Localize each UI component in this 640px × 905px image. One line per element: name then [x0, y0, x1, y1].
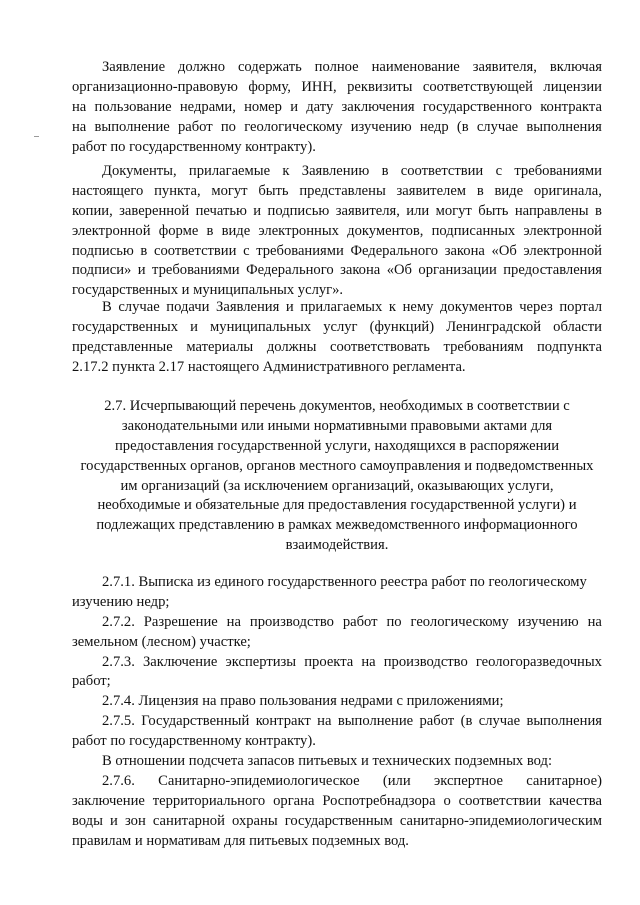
word: в: [381, 163, 389, 179]
word: выполнение: [94, 118, 170, 135]
word: пункта,: [154, 182, 201, 199]
word: требованиями: [256, 242, 344, 259]
list-item-2-7-5: [72, 712, 602, 732]
text-line: правилам и нормативам для питьевых подземных вод.: [72, 832, 409, 849]
word: нему: [402, 299, 434, 315]
word: организации: [418, 262, 497, 279]
word: 2.7.2.: [102, 613, 135, 630]
word: и: [190, 318, 198, 335]
word: охраны: [232, 812, 278, 829]
word: 2.7.6.: [102, 772, 135, 789]
word: производство: [383, 653, 468, 670]
word: качества: [548, 792, 602, 809]
word: экспертизы: [225, 653, 297, 670]
word: государственных: [72, 318, 179, 335]
waters-intro-line: В отношении подсчета запасов питьевых и технических подземных вод:: [102, 753, 552, 770]
section-heading-2-7: [72, 397, 602, 556]
word: санитарной: [152, 812, 225, 829]
word: «Об: [491, 242, 517, 259]
word: воды: [72, 812, 103, 829]
word: 2.7.3.: [102, 653, 135, 670]
text-line: земельном (лесном) участке;: [72, 633, 251, 650]
word: прилагаемые: [188, 163, 271, 179]
word: прилагаемых: [300, 299, 383, 315]
word: выполнения: [526, 118, 602, 135]
document-list: [72, 573, 602, 851]
word: могут: [435, 202, 472, 219]
word: Заявление: [102, 59, 166, 75]
text-line: [72, 298, 602, 318]
word: контракта: [540, 98, 602, 115]
word: и: [253, 202, 262, 219]
word: недрами,: [179, 98, 236, 115]
word: экспертное: [433, 772, 503, 789]
heading-line: предоставления государственной услуги, находящихся в распоряжении: [114, 437, 560, 454]
word: лицензии: [543, 78, 602, 95]
word: наименование: [371, 59, 460, 75]
word: изучению: [517, 613, 579, 630]
word: настоящего: [72, 182, 144, 199]
word: заявителя,: [335, 202, 400, 219]
word: (или: [382, 772, 411, 789]
word: Заключение: [142, 653, 218, 670]
text-line: [72, 78, 602, 98]
word: в: [140, 242, 148, 259]
word: включая: [549, 59, 602, 75]
word: или: [406, 202, 430, 219]
word: подписанных: [431, 222, 516, 239]
word: портал: [559, 299, 602, 315]
word: государственного: [422, 98, 532, 115]
word: Ленинградской: [446, 318, 542, 335]
heading-line: взаимодействия.: [285, 537, 389, 554]
word: электронной: [523, 222, 602, 239]
list-item-2-7-4: 2.7.4. Лицензия на право пользования недрами с приложениями;: [102, 693, 504, 710]
heading-line: им организаций (за исключением организаций, оказывающих услуги,: [120, 477, 554, 494]
word: соответствующей: [422, 78, 533, 95]
word: электронной: [72, 222, 151, 239]
word: услуг: [323, 318, 358, 335]
word: форме: [158, 222, 199, 239]
word: случае: [476, 118, 519, 135]
word: копии,: [72, 202, 113, 219]
word: соответствии: [400, 163, 484, 179]
word: на: [226, 613, 241, 630]
word: государственным: [284, 812, 393, 829]
word: печатью: [195, 202, 247, 219]
word: изучению: [350, 118, 412, 135]
text-line: [72, 261, 602, 281]
paragraph-applicant-details: [72, 58, 602, 157]
word: (в: [460, 713, 473, 730]
word: геологоразведочных: [475, 653, 602, 670]
word: проекта: [304, 653, 354, 670]
text-line: [72, 222, 602, 242]
word: требованиями: [152, 262, 240, 279]
word: оригинала,: [533, 182, 602, 199]
word: случае: [478, 713, 521, 730]
word: с: [495, 163, 503, 179]
word: через: [519, 299, 553, 315]
paragraph-attached-documents: [72, 162, 602, 301]
text-line: [72, 338, 602, 358]
word: Разрешение: [143, 613, 218, 630]
word: зон: [124, 812, 146, 829]
word: Заявления: [216, 299, 280, 315]
word: должны: [266, 338, 317, 355]
word: заявителем: [396, 182, 467, 199]
word: по: [386, 613, 402, 630]
word: на: [72, 98, 87, 115]
word: Санитарно-эпидемиологическое: [158, 772, 360, 789]
text-line: 2.17.2 пункта 2.17 настоящего Административного регламента.: [72, 358, 466, 375]
word: соответствии: [458, 792, 542, 809]
word: заключения: [341, 98, 415, 115]
word: предоставления: [503, 262, 602, 279]
word: на: [587, 613, 602, 630]
text-line: [72, 118, 602, 138]
word: требованиям: [443, 338, 524, 355]
word: работ: [177, 118, 213, 135]
word: о: [443, 792, 451, 809]
word: (в: [456, 118, 469, 135]
word: по: [220, 118, 236, 135]
word: организационно-правовую: [72, 78, 238, 95]
word: на: [361, 653, 376, 670]
word: на: [72, 118, 87, 135]
word: подписи»: [72, 262, 132, 279]
text-line: [72, 58, 602, 78]
word: подписью: [267, 202, 330, 219]
text-line: работ по государственному контракту).: [72, 733, 316, 750]
word: выполнение: [337, 713, 414, 730]
text-line: государственных и муниципальных услуг».: [72, 282, 344, 299]
word: геологическому: [410, 613, 509, 630]
word: санитарное): [526, 772, 602, 789]
word: работ: [342, 613, 378, 630]
text-line: [72, 812, 602, 832]
word: В: [102, 299, 112, 315]
list-item-2-7-2: [72, 613, 602, 633]
word: области: [553, 318, 602, 335]
list-item-2-7-1: 2.7.1. Выписка из единого государственного реестра работ по геологическому: [102, 574, 587, 590]
word: заключение: [72, 792, 145, 809]
word: должно: [178, 59, 226, 75]
word: соответствии: [153, 242, 237, 259]
word: закона: [340, 262, 381, 279]
word: направлены: [514, 202, 589, 219]
word: недр: [419, 118, 449, 135]
list-item-2-7-6: [72, 772, 602, 792]
word: в: [206, 222, 214, 239]
word: заявителя,: [472, 59, 537, 75]
word: подписью: [72, 242, 134, 259]
word: органа: [273, 792, 315, 809]
word: 2.7.5.: [102, 713, 135, 730]
text-line: [72, 98, 602, 118]
word: «Об: [386, 262, 412, 279]
word: документов,: [347, 222, 424, 239]
word: могут: [211, 182, 248, 199]
text-line: [72, 202, 602, 222]
text-line: [72, 242, 602, 262]
word: геологическому: [244, 118, 343, 135]
word: соответствовать: [330, 338, 430, 355]
text-line: [72, 792, 602, 812]
word: и: [110, 812, 118, 829]
word: полное: [314, 59, 359, 75]
word: и: [290, 98, 298, 115]
word: Документы,: [102, 163, 177, 179]
word: и: [137, 262, 146, 279]
list-item-2-7-3: [72, 653, 602, 673]
word: санитарно-эпидемиологическим: [399, 812, 602, 829]
text-line: работ по государственному контракту).: [72, 138, 316, 155]
word: (функций): [369, 318, 435, 335]
word: подачи: [166, 299, 210, 315]
paragraph-portal-submission: [72, 298, 602, 378]
word: форму,: [248, 78, 291, 95]
word: Федерального: [350, 242, 439, 259]
text-line: [72, 162, 602, 182]
word: Государственный: [141, 713, 250, 730]
word: контракт: [255, 713, 311, 730]
word: виде: [494, 182, 524, 199]
text-line: изучению недр;: [72, 593, 170, 610]
text-line: [72, 182, 602, 202]
word: ИНН,: [301, 78, 337, 95]
word: электронных: [258, 222, 339, 239]
word: быть: [478, 202, 509, 219]
word: электронной: [523, 242, 602, 259]
word: заверенной: [119, 202, 190, 219]
heading-line: необходимые и обязательные для предоставления государственной услуги) и: [97, 497, 577, 514]
heading-line: законодательными или иными нормативными правовыми актами для: [121, 417, 553, 434]
word: закона: [444, 242, 485, 259]
word: виде: [221, 222, 251, 239]
word: документов: [440, 299, 513, 315]
word: дату: [306, 98, 334, 115]
word: номер: [244, 98, 282, 115]
word: к: [282, 163, 290, 179]
word: быть: [258, 182, 289, 199]
heading-line: 2.7. Исчерпывающий перечень документов, необходимых в соответствии с: [104, 398, 570, 414]
word: на: [317, 713, 332, 730]
word: и: [285, 299, 294, 315]
word: представленные: [72, 338, 173, 355]
word: Роспотребнадзора: [322, 792, 436, 809]
word: территориального: [152, 792, 266, 809]
heading-line: подлежащих представлению в рамках межведомственного информационного: [96, 517, 578, 534]
margin-mark: [34, 136, 39, 137]
word: реквизиты: [347, 78, 413, 95]
word: материалы: [186, 338, 254, 355]
word: работ: [419, 713, 455, 730]
word: случае: [118, 299, 160, 315]
word: требованиями: [514, 163, 602, 179]
word: в: [595, 202, 602, 219]
word: Заявлению: [301, 163, 370, 179]
word: содержать: [237, 59, 302, 75]
word: пользование: [94, 98, 172, 115]
heading-line: государственных органов, органов местного самоуправления и подведомственных: [80, 457, 594, 474]
word: выполнения: [526, 713, 602, 730]
word: Федерального: [246, 262, 334, 279]
word: производство: [249, 613, 334, 630]
text-line: [72, 318, 602, 338]
word: к: [388, 299, 396, 315]
text-line: работ;: [72, 673, 111, 690]
word: подпункта: [536, 338, 602, 355]
word: с: [243, 242, 250, 259]
word: представлены: [299, 182, 386, 199]
word: в: [476, 182, 484, 199]
word: муниципальных: [210, 318, 312, 335]
